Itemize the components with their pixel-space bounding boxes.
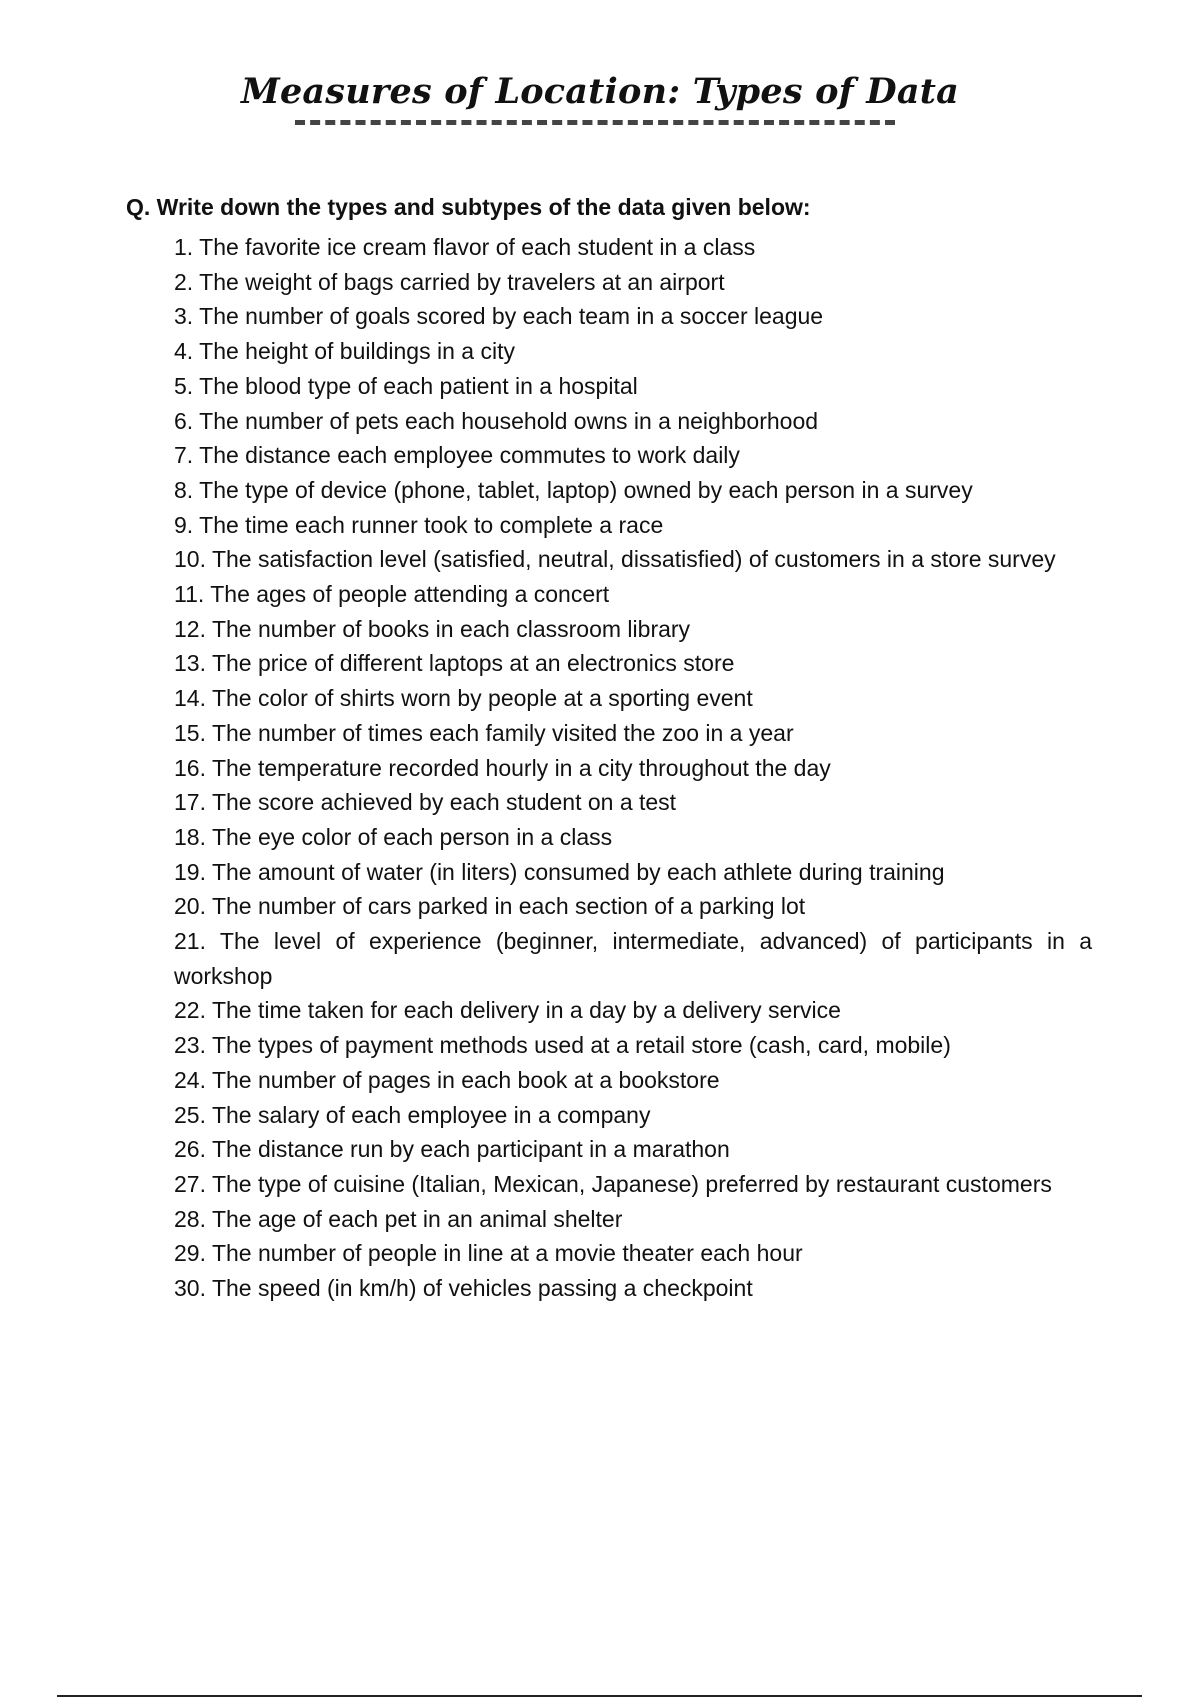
list-item: 27. The type of cuisine (Italian, Mexican, Japanese) preferred by restaurant customers (174, 1170, 1052, 1197)
list-item: 3. The number of goals scored by each team in a soccer league (174, 303, 824, 330)
list-item: 22. The time taken for each delivery in a day by a delivery service (174, 997, 841, 1024)
list-item: 4. The height of buildings in a city (174, 338, 515, 365)
list-item: 13. The price of different laptops at an electronics store (174, 650, 735, 677)
list-item: 17. The score achieved by each student on a test (174, 789, 677, 816)
list-item: 24. The number of pages in each book at a bookstore (174, 1066, 720, 1093)
list-item: 29. The number of people in line at a movie theater each hour (174, 1240, 803, 1267)
list-item: 16. The temperature recorded hourly in a city throughout the day (174, 754, 831, 781)
list-item: 9. The time each runner took to complete a race (174, 511, 664, 538)
list-item: 10. The satisfaction level (satisfied, neutral, dissatisfied) of customers in a store survey (174, 546, 1056, 573)
list-item: 20. The number of cars parked in each section of a parking lot (174, 893, 806, 920)
list-item: 26. The distance run by each participant in a marathon (174, 1136, 730, 1163)
footer-rule (57, 1695, 1142, 1697)
list-item: 1. The favorite ice cream flavor of each student in a class (174, 234, 756, 260)
list-item: 25. The salary of each employee in a company (174, 1101, 651, 1128)
page-title: Measures of Location: Types of Data (241, 71, 959, 112)
list-item: 21. The level of experience (beginner, intermediate, advanced) of participants in a workshop (174, 928, 1092, 989)
list-item: 28. The age of each pet in an animal shelter (174, 1205, 623, 1232)
list-item: 19. The amount of water (in liters) consumed by each athlete during training (174, 858, 945, 885)
question-prompt: Q. Write down the types and subtypes of the data given below: (126, 194, 811, 220)
title-container (0, 68, 1200, 116)
list-item: 15. The number of times each family visited the zoo in a year (174, 719, 794, 746)
list-item: 5. The blood type of each patient in a hospital (174, 372, 638, 399)
list-item: 23. The types of payment methods used at a retail store (cash, card, mobile) (174, 1032, 951, 1059)
list-item: 12. The number of books in each classroom library (174, 615, 691, 642)
list-item: 2. The weight of bags carried by travelers at an airport (174, 268, 725, 295)
list-item: 6. The number of pets each household owns in a neighborhood (174, 407, 819, 434)
list-item: 7. The distance each employee commutes to work daily (174, 442, 740, 469)
list-item: 8. The type of device (phone, tablet, laptop) owned by each person in a survey (174, 476, 973, 503)
list-item: 30. The speed (in km/h) of vehicles passing a checkpoint (174, 1275, 753, 1302)
list-item: 14. The color of shirts worn by people at a sporting event (174, 685, 753, 712)
question-list (174, 230, 1092, 1306)
title-dashed-underline (295, 120, 895, 125)
list-item: 18. The eye color of each person in a class (174, 823, 613, 850)
list-item: 11. The ages of people attending a concert (174, 581, 610, 608)
